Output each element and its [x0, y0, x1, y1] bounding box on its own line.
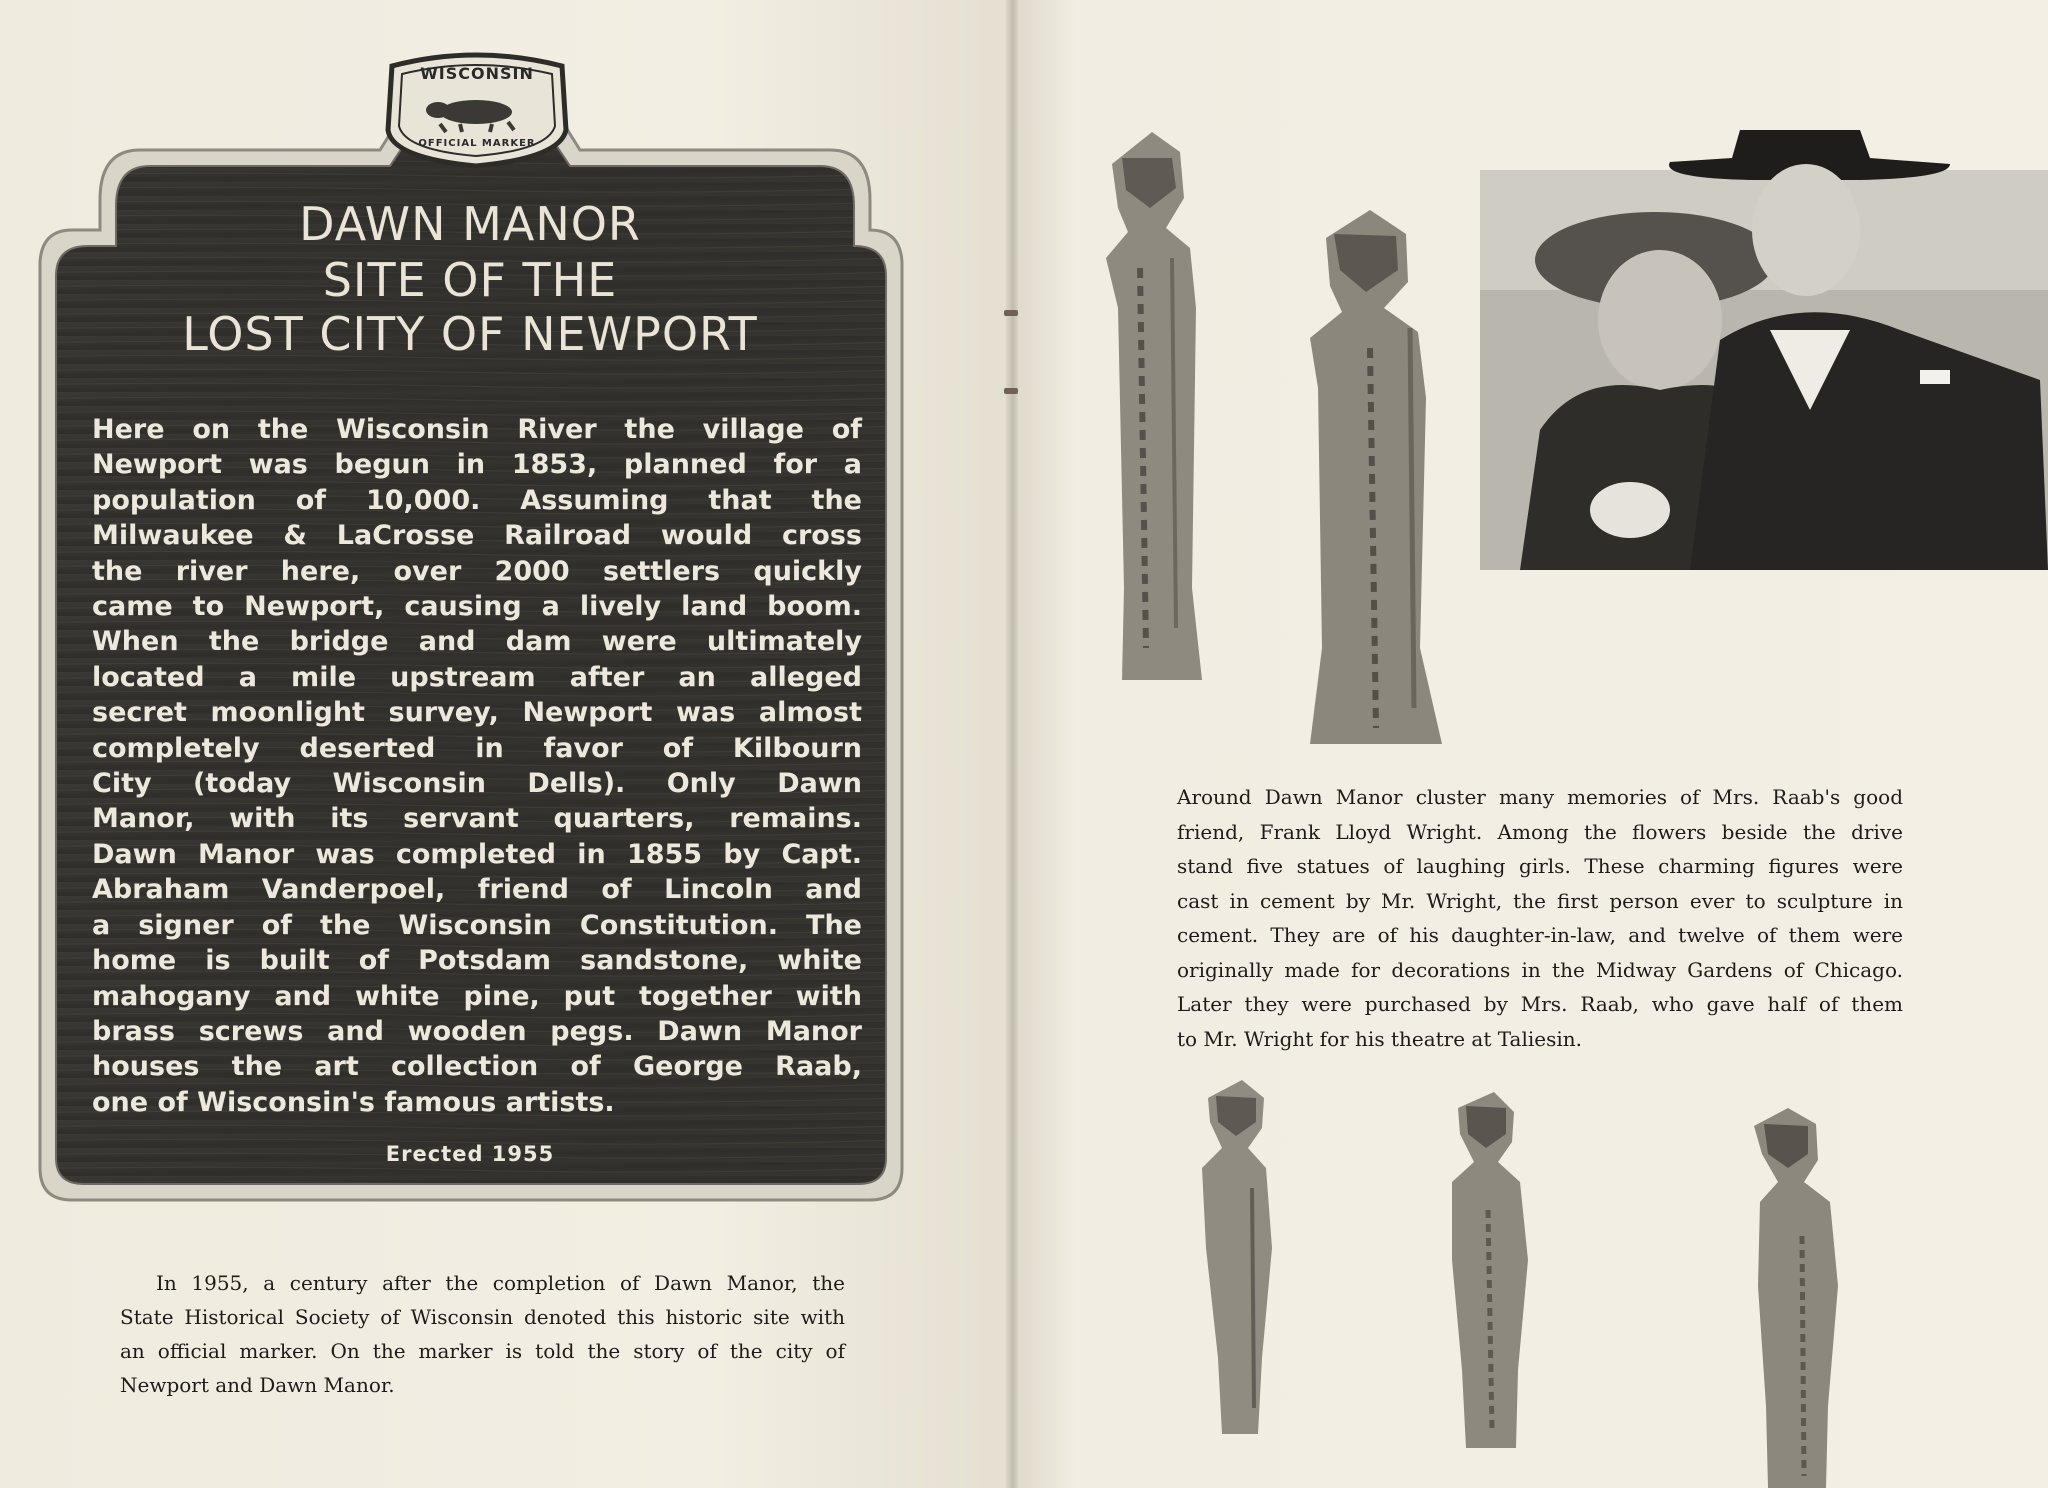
caption-line: State Historical Society of Wisconsin denoted this historic site with [120, 1305, 845, 1329]
caption-line: an official marker. On the marker is told the story of the city of [120, 1339, 845, 1363]
caption-line: stand five statues of laughing girls. These charming figures were [1177, 854, 1903, 878]
caption-line: friend, Frank Lloyd Wright. Among the flowers beside the drive [1177, 819, 1903, 844]
marker-title-line: SITE OF THE [322, 253, 618, 307]
marker-body-line: home is built of Potsdam sandstone, white [92, 945, 862, 977]
marker-body-line: Abraham Vanderpoel, friend of Lincoln and [92, 874, 862, 906]
marker-body-line: secret moonlight survey, Newport was almost [92, 697, 862, 729]
wright-raab-photo [1480, 130, 2048, 570]
marker-body-line: houses the art collection of George Raab, [92, 1051, 862, 1083]
marker-body-line: brass screws and wooden pegs. Dawn Manor [92, 1015, 862, 1047]
statue-photo [1192, 1078, 1292, 1436]
marker-body-line: the river here, over 2000 settlers quickly [92, 555, 862, 587]
caption-line: cast in cement by Mr. Wright, the first person ever to sculpture in [1177, 888, 1903, 913]
marker-body-line: mahogany and white pine, put together with [92, 980, 862, 1012]
marker-title-line: DAWN MANOR [299, 197, 641, 251]
marker-erected-date: Erected 1955 [385, 1142, 555, 1166]
marker-body-line: Manor, with its servant quarters, remains. [92, 803, 862, 835]
marker-body-line: Newport was begun in 1853, planned for a [92, 449, 862, 481]
caption-line: cement. They are of his daughter-in-law, and twelve of them were [1177, 923, 1903, 947]
left-caption [120, 1266, 845, 1402]
marker-body-line: population of 10,000. Assuming that the [92, 484, 862, 516]
caption-line: In 1955, a century after the completion of Dawn Manor, the [156, 1271, 845, 1295]
statue-photo [1742, 1106, 1854, 1488]
right-caption [1177, 780, 1903, 1056]
marker-body-line: completely deserted in favor of Kilbourn [92, 732, 862, 764]
marker-body-line: Here on the Wisconsin River the village of [92, 414, 862, 445]
marker-body-line: came to Newport, causing a lively land boom. [92, 591, 862, 623]
marker-body-line: located a mile upstream after an alleged [92, 661, 862, 693]
caption-line: Newport and Dawn Manor. [120, 1373, 395, 1397]
marker-body-line: When the bridge and dam were ultimately [92, 626, 862, 658]
badge-wisconsin-text: WISCONSIN [420, 64, 534, 83]
caption-line: Later they were purchased by Mrs. Raab, who gave half of them [1177, 992, 1903, 1016]
statue-photo [1438, 1090, 1548, 1450]
marker-body-line: Dawn Manor was completed in 1855 by Capt. [92, 838, 862, 870]
marker-body-text [92, 412, 862, 1120]
marker-body-line: one of Wisconsin's famous artists. [92, 1086, 615, 1118]
statue-photo [1300, 208, 1450, 748]
caption-line: Around Dawn Manor cluster many memories of Mrs. Raab's good [1177, 785, 1903, 809]
marker-body-line: City (today Wisconsin Dells). Only Dawn [92, 768, 862, 800]
marker-title-line: LOST CITY OF NEWPORT [182, 307, 758, 361]
caption-line: to Mr. Wright for his theatre at Taliesin. [1177, 1026, 1582, 1051]
statue-photo [1092, 128, 1222, 688]
badge-official-marker-text: OFFICIAL MARKER [418, 138, 536, 149]
marker-body-line: Milwaukee & LaCrosse Railroad would cross [92, 520, 862, 552]
marker-body-line: a signer of the Wisconsin Constitution. The [92, 909, 862, 941]
badger-icon [440, 100, 512, 124]
caption-line: originally made for decorations in the Midway Gardens of Chicago. [1177, 957, 1903, 982]
